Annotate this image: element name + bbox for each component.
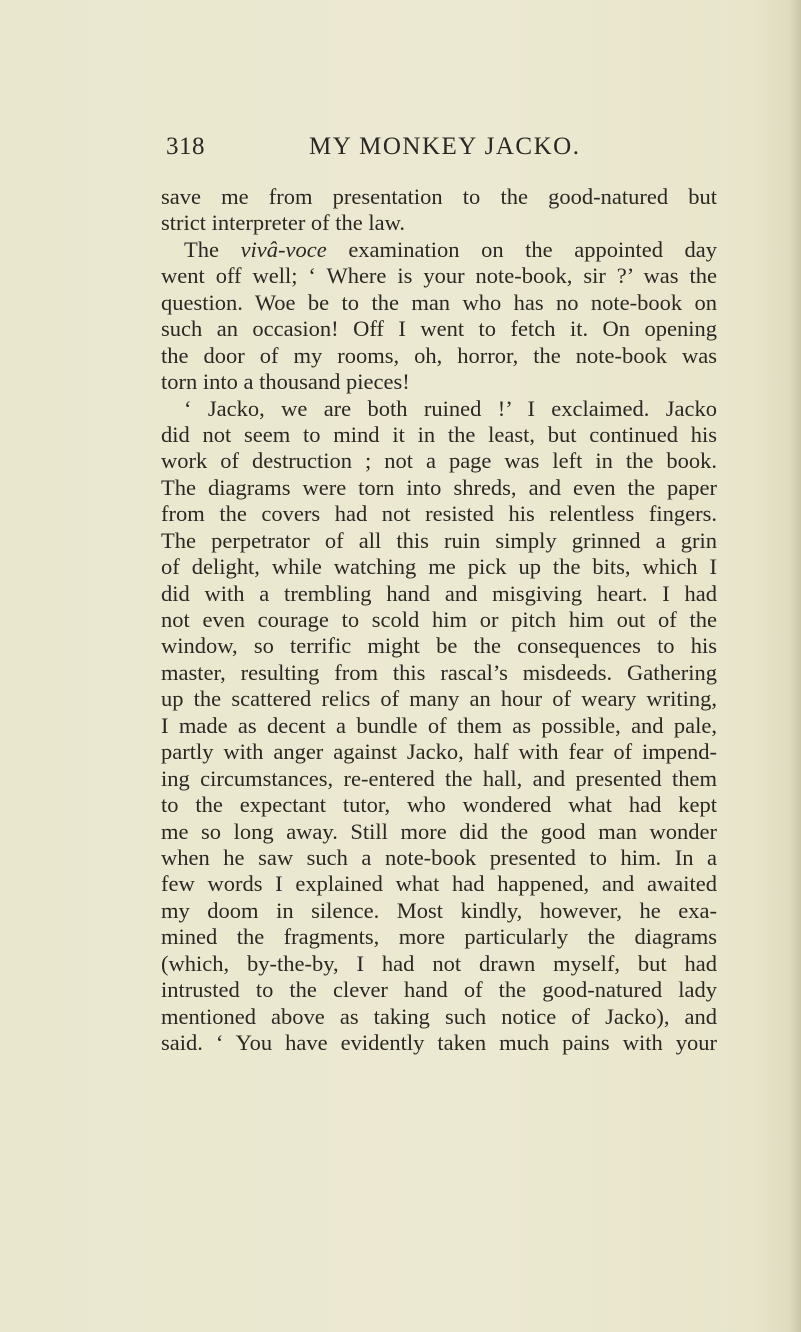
text-line: The diagrams were torn into shreds, and even the paper	[161, 474, 717, 500]
text-line: my doom in silence. Most kindly, however, he exa-	[161, 897, 717, 923]
text-line: such an occasion! Off I went to fetch it. On opening	[161, 316, 717, 342]
text-line: the door of my rooms, oh, horror, the note-book was	[161, 342, 717, 368]
text-line: said. ‘ You have evidently taken much pains with your	[161, 1030, 717, 1055]
text-line: few words I explained what had happened, and awaited	[161, 871, 717, 897]
text-line: went off well; ‘ Where is your note-book, sir ?’ was the	[161, 263, 717, 289]
text-line: strict interpreter of the law.	[161, 210, 406, 236]
text-line: up the scattered relics of many an hour of weary writing,	[161, 686, 717, 712]
text-line: torn into a thousand pieces!	[161, 369, 410, 395]
page-number: 318	[166, 133, 205, 160]
text-line: when he saw such a note-book presented to him. In a	[161, 844, 717, 870]
body-text	[161, 184, 717, 1056]
text-line: to the expectant tutor, who wondered what had kept	[161, 792, 717, 818]
page-header	[166, 133, 715, 169]
text-line: mined the fragments, more particularly the diagrams	[161, 924, 717, 950]
text-line: did not seem to mind it in the least, but continued his	[161, 421, 717, 447]
text-line: I made as decent a bundle of them as possible, and pale,	[161, 712, 717, 738]
italic-term: vivâ-voce	[240, 236, 327, 262]
text-line: from the covers had not resisted his relentless fingers.	[161, 501, 717, 527]
text-line: (which, by-the-by, I had not drawn myself, but had	[161, 950, 717, 976]
page-edge-shadow	[789, 0, 801, 1332]
text-line: The vivâ-voce examination on the appointed day	[184, 236, 718, 262]
text-line: master, resulting from this rascal’s misdeeds. Gathering	[161, 659, 717, 685]
text-line: did with a trembling hand and misgiving heart. I had	[161, 580, 717, 606]
text-line: ‘ Jacko, we are both ruined !’ I exclaimed. Jacko	[184, 395, 717, 421]
text-line: question. Woe be to the man who has no note-book on	[161, 289, 717, 315]
text-line: not even courage to scold him or pitch him out of the	[161, 607, 717, 632]
text-line: of delight, while watching me pick up the bits, which I	[161, 554, 717, 580]
text-line: save me from presentation to the good-natured but	[161, 184, 717, 209]
text-line: The perpetrator of all this ruin simply grinned a grin	[161, 527, 717, 553]
text-line: intrusted to the clever hand of the good-natured lady	[161, 977, 717, 1003]
text-line: work of destruction ; not a page was left in the book.	[161, 448, 717, 474]
text-line: window, so terrific might be the consequences to his	[161, 633, 717, 659]
text-line: ing circumstances, re-entered the hall, and presented them	[161, 765, 717, 791]
text-line: me so long away. Still more did the good man wonder	[161, 818, 717, 844]
running-head: MY MONKEY JACKO.	[309, 133, 581, 160]
text-line: partly with anger against Jacko, half with fear of impend-	[161, 739, 717, 765]
text-line: mentioned above as taking such notice of Jacko), and	[161, 1003, 717, 1029]
